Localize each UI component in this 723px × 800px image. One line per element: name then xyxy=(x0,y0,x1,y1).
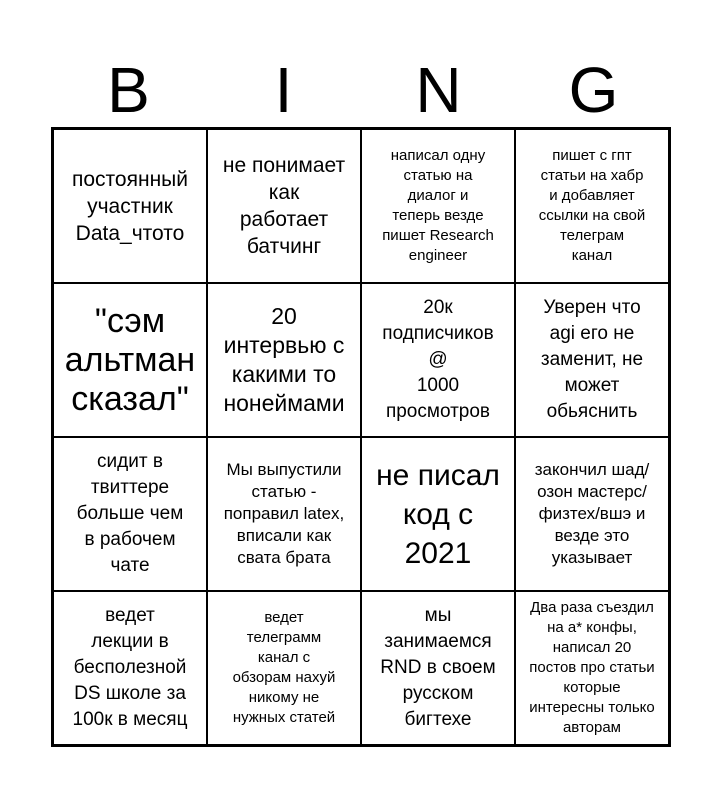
bingo-cell-r1c1[interactable] xyxy=(53,129,207,283)
bingo-title xyxy=(51,52,671,128)
title-letter-g: G xyxy=(568,54,619,126)
bingo-cell-r1c4[interactable] xyxy=(515,129,669,283)
bingo-cell-text: сидит в твиттере больше чем в рабочем чате xyxy=(76,451,184,576)
bingo-cell-text: ведет лекции в бесполезной DS школе за 100к в месяц xyxy=(72,605,188,730)
bingo-cell-r2c1[interactable] xyxy=(53,283,207,437)
bingo-cell-text: пишет с гпт статьи на хабр и добавляет ссылки на свой телеграм канал xyxy=(538,147,646,264)
bingo-cell-r4c1[interactable] xyxy=(53,591,207,745)
bingo-cell-r3c2[interactable] xyxy=(207,437,361,591)
title-letter-n: N xyxy=(415,54,462,126)
bingo-cell-text: не писал код с 2021 xyxy=(376,458,500,570)
bingo-cell-r3c1[interactable] xyxy=(53,437,207,591)
bingo-cell-r3c3[interactable] xyxy=(361,437,515,591)
bingo-cell-text: Два раза съездил на а* конфы, написал 20 постов про статьи которые интересны только авторам xyxy=(529,599,655,736)
title-letter-i: I xyxy=(274,54,293,126)
bingo-cell-text: "сэм альтман сказал" xyxy=(64,301,196,418)
bingo-cell-text: постоянный участник Data_чтото xyxy=(71,167,188,245)
bingo-cell-text: ведет телеграмм канал с обзорам нахуй никому не нужных статей xyxy=(232,609,336,726)
bingo-cell-r2c2[interactable] xyxy=(207,283,361,437)
bingo-cell-text: написал одну статью на диалог и теперь везде пишет Research engineer xyxy=(382,147,494,264)
bingo-cell-r1c2[interactable] xyxy=(207,129,361,283)
bingo-cell-text: Мы выпустили статью - поправил latex, вписали как свата брата xyxy=(223,460,345,567)
bingo-cell-text: мы занимаемся RND в своем русском бигтехе xyxy=(380,605,496,730)
bingo-cell-r2c4[interactable] xyxy=(515,283,669,437)
bingo-cell-r1c3[interactable] xyxy=(361,129,515,283)
bingo-cell-text: закончил шад/ озон мастерс/ физтех/вшэ и везде это указывает xyxy=(534,460,650,567)
title-letter-b: B xyxy=(107,54,150,126)
bingo-cell-r4c3[interactable] xyxy=(361,591,515,745)
bingo-cell-text: 20к подписчиков @ 1000 просмотров xyxy=(382,297,494,422)
bingo-cell-text: 20 интервью с какими то нонеймами xyxy=(223,303,345,416)
bingo-cell-r2c3[interactable] xyxy=(361,283,515,437)
bingo-cell-text: Уверен что agi его не заменит, не может обьяснить xyxy=(540,297,644,422)
bingo-cell-text: не понимает как работает батчинг xyxy=(222,154,346,258)
bingo-cell-r3c4[interactable] xyxy=(515,437,669,591)
bingo-cell-r4c4[interactable] xyxy=(515,591,669,745)
bingo-grid xyxy=(51,127,671,747)
bingo-cell-r4c2[interactable] xyxy=(207,591,361,745)
